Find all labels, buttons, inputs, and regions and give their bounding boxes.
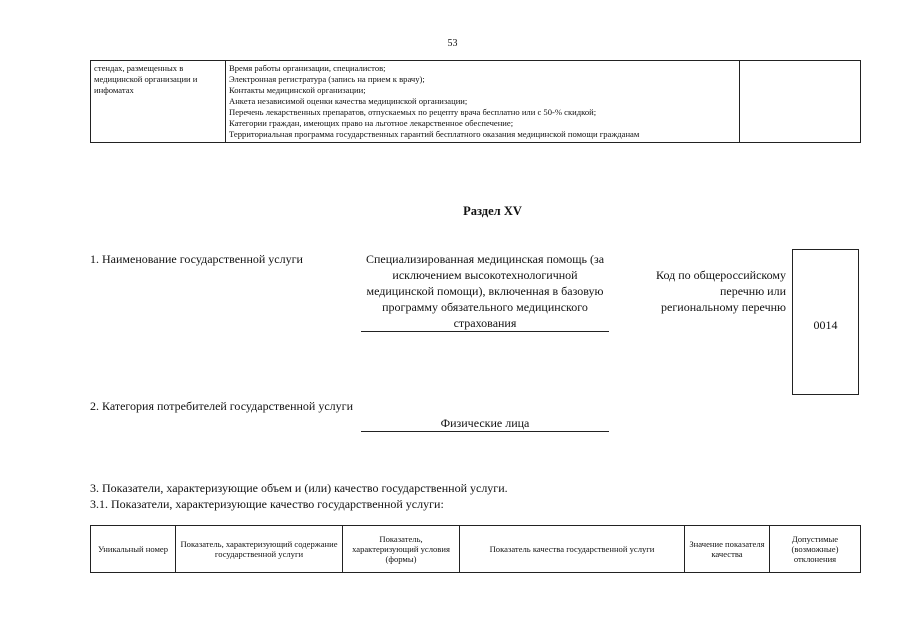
info-item: Контакты медицинской организации; bbox=[229, 85, 366, 95]
column-header: Показатель, характеризующий содержание государственной услуги bbox=[176, 526, 343, 573]
quality-heading: 3.1. Показатели, характеризующие качество государственной услуги: bbox=[90, 497, 444, 511]
column-header: Значение показателя качества bbox=[685, 526, 770, 573]
info-items-cell bbox=[226, 61, 740, 143]
info-item: Категории граждан, имеющих право на льготное лекарственное обеспечение; bbox=[229, 118, 514, 128]
column-header: Показатель, характеризующий условия (формы) bbox=[343, 526, 460, 573]
info-item: Анкета независимой оценки качества медицинской организации; bbox=[229, 96, 468, 106]
code-value: 0014 bbox=[813, 318, 838, 332]
quality-table bbox=[90, 525, 861, 573]
column-header: Показатель качества государственной услуги bbox=[460, 526, 685, 573]
info-placement-cell: стендах, размещенных в медицинской организации и инфоматах bbox=[91, 61, 226, 143]
service-name-value: Специализированная медицинская помощь (за исключением высокотехнологичной медицинской помощи), включенная в базовую программу обязательного медицинского страхования bbox=[361, 251, 609, 332]
info-table bbox=[90, 60, 861, 143]
service-name-label: 1. Наименование государственной услуги bbox=[90, 252, 303, 266]
code-label: Код по общероссийскому перечню или региональному перечню bbox=[656, 268, 786, 314]
info-empty-cell bbox=[740, 61, 861, 143]
info-item: Электронная регистратура (запись на прием к врачу); bbox=[229, 74, 425, 84]
consumer-label: 2. Категория потребителей государственной услуги bbox=[90, 399, 353, 413]
indicators-heading: 3. Показатели, характеризующие объем и (или) качество государственной услуги. bbox=[90, 481, 508, 495]
column-header: Уникальный номер bbox=[91, 526, 176, 573]
page-number: 53 bbox=[447, 38, 458, 49]
code-box bbox=[792, 249, 859, 395]
info-item: Время работы организации, специалистов; bbox=[229, 63, 386, 73]
consumer-value: Физические лица bbox=[361, 415, 609, 432]
info-item: Перечень лекарственных препаратов, отпускаемых по рецепту врача бесплатно или с 50-% скидкой; bbox=[229, 107, 597, 117]
column-header: Допустимые (возможные) отклонения bbox=[770, 526, 861, 573]
section-title: Раздел XV bbox=[463, 204, 522, 218]
info-item: Территориальная программа государственных гарантий бесплатного оказания медицинской помощи гражданам bbox=[229, 129, 640, 139]
quality-table-header-row bbox=[91, 526, 861, 573]
